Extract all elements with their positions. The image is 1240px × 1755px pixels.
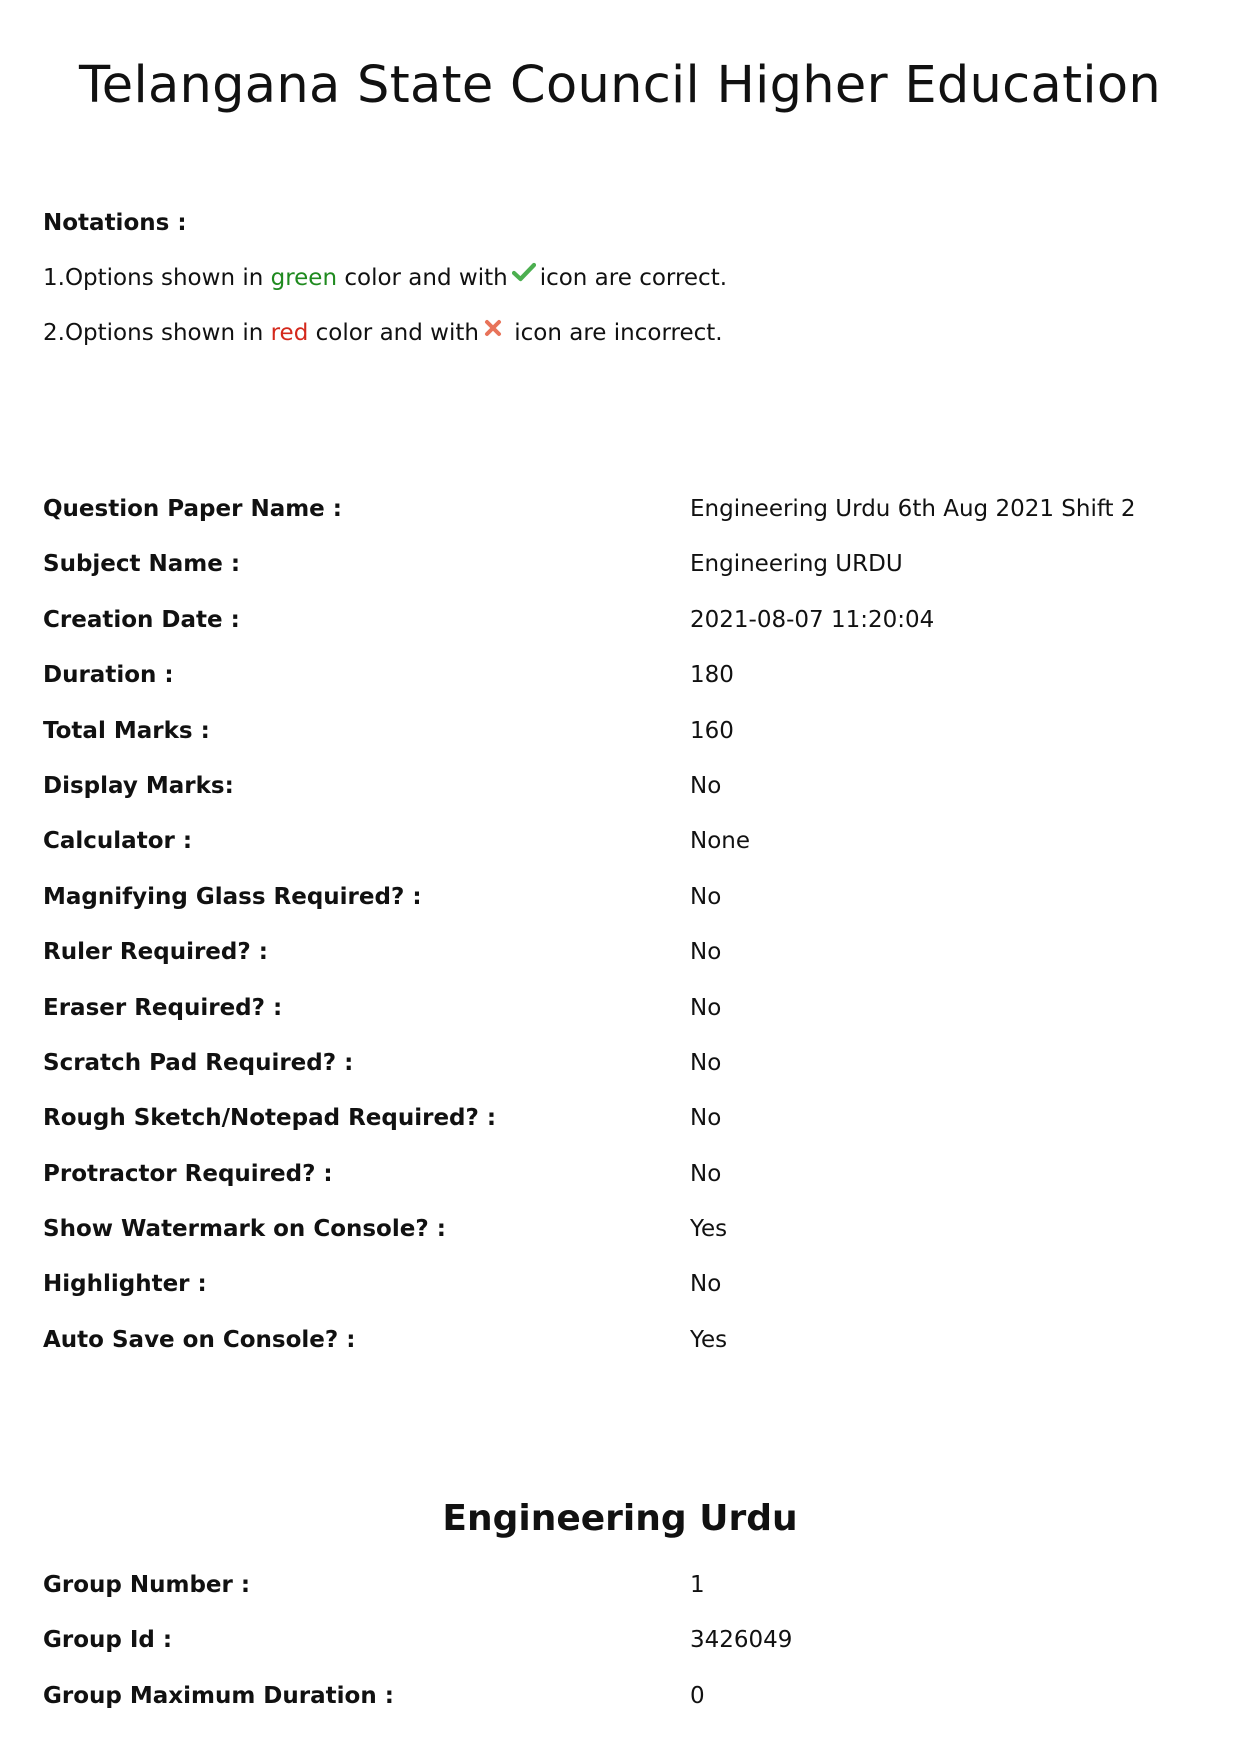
group-label: Group Maximum Duration : (43, 1682, 394, 1709)
paper-details-table (43, 491, 1223, 1377)
notation-text: icon are incorrect. (514, 320, 723, 346)
detail-row-protractor (43, 1156, 1223, 1211)
detail-row-subject-name (43, 546, 1223, 601)
detail-label: Display Marks: (43, 772, 234, 799)
detail-value: 2021-08-07 11:20:04 (690, 606, 935, 633)
cross-icon (483, 312, 503, 348)
detail-label: Rough Sketch/Notepad Required? : (43, 1105, 497, 1132)
detail-label: Question Paper Name : (43, 496, 342, 522)
notation-text: 1.Options shown in (43, 265, 264, 291)
group-value: 0 (690, 1682, 705, 1709)
detail-label: Calculator : (43, 828, 193, 855)
detail-label: Magnifying Glass Required? : (43, 883, 422, 910)
detail-label: Protractor Required? : (43, 1160, 333, 1187)
detail-row-auto-save (43, 1322, 1223, 1377)
detail-value: Yes (690, 1216, 728, 1243)
detail-row-scratch-pad (43, 1045, 1223, 1100)
detail-value: No (690, 772, 722, 799)
detail-row-creation-date (43, 602, 1223, 657)
group-value: 3426049 (690, 1627, 793, 1654)
detail-value: Engineering Urdu 6th Aug 2021 Shift 2 (690, 496, 1136, 522)
detail-label: Total Marks : (43, 717, 210, 744)
detail-label: Creation Date : (43, 606, 240, 633)
notation-text: 2.Options shown in (43, 320, 264, 346)
detail-row-duration (43, 657, 1223, 712)
green-color-word: green (270, 265, 338, 291)
detail-row-highlighter (43, 1266, 1223, 1321)
detail-label: Show Watermark on Console? : (43, 1216, 446, 1243)
detail-value: No (690, 1160, 722, 1187)
detail-value: Yes (690, 1326, 728, 1353)
detail-value: No (690, 994, 722, 1021)
group-value: 1 (690, 1572, 705, 1598)
notation-text: icon are correct. (539, 265, 728, 291)
group-row-max-duration (43, 1678, 1223, 1733)
notation-text: color and with (315, 320, 479, 346)
group-row-id (43, 1622, 1223, 1677)
detail-value: Engineering URDU (690, 551, 903, 578)
detail-value: No (690, 1105, 722, 1132)
detail-row-ruler (43, 934, 1223, 989)
detail-label: Highlighter : (43, 1271, 207, 1298)
detail-row-total-marks (43, 713, 1223, 768)
notation-text: color and with (344, 265, 508, 291)
check-icon (512, 257, 536, 293)
group-details-table (43, 1567, 1223, 1733)
section-title: Engineering Urdu (442, 1498, 798, 1539)
detail-value: No (690, 939, 722, 966)
group-label: Group Id : (43, 1627, 173, 1654)
detail-value: 160 (690, 717, 734, 744)
notations-block (43, 205, 727, 351)
detail-row-question-paper-name (43, 491, 1223, 546)
detail-label: Scratch Pad Required? : (43, 1049, 354, 1076)
detail-value: No (690, 883, 722, 910)
detail-value: No (690, 1271, 722, 1298)
notation-incorrect (43, 315, 727, 351)
detail-label: Auto Save on Console? : (43, 1326, 356, 1353)
red-color-word: red (270, 320, 309, 346)
detail-label: Subject Name : (43, 551, 241, 578)
notations-heading: Notations : (43, 210, 187, 236)
detail-row-display-marks (43, 768, 1223, 823)
detail-value: None (690, 828, 751, 855)
detail-row-show-watermark (43, 1211, 1223, 1266)
detail-value: 180 (690, 662, 734, 689)
page-title: Telangana State Council Higher Education (79, 56, 1161, 115)
detail-row-rough-sketch (43, 1100, 1223, 1155)
detail-label: Ruler Required? : (43, 939, 268, 966)
detail-row-magnifying-glass (43, 879, 1223, 934)
group-row-number (43, 1567, 1223, 1622)
detail-label: Eraser Required? : (43, 994, 283, 1021)
detail-value: No (690, 1049, 722, 1076)
group-label: Group Number : (43, 1572, 251, 1598)
detail-label: Duration : (43, 662, 174, 689)
detail-row-eraser (43, 990, 1223, 1045)
notation-correct (43, 260, 727, 296)
detail-row-calculator (43, 823, 1223, 878)
